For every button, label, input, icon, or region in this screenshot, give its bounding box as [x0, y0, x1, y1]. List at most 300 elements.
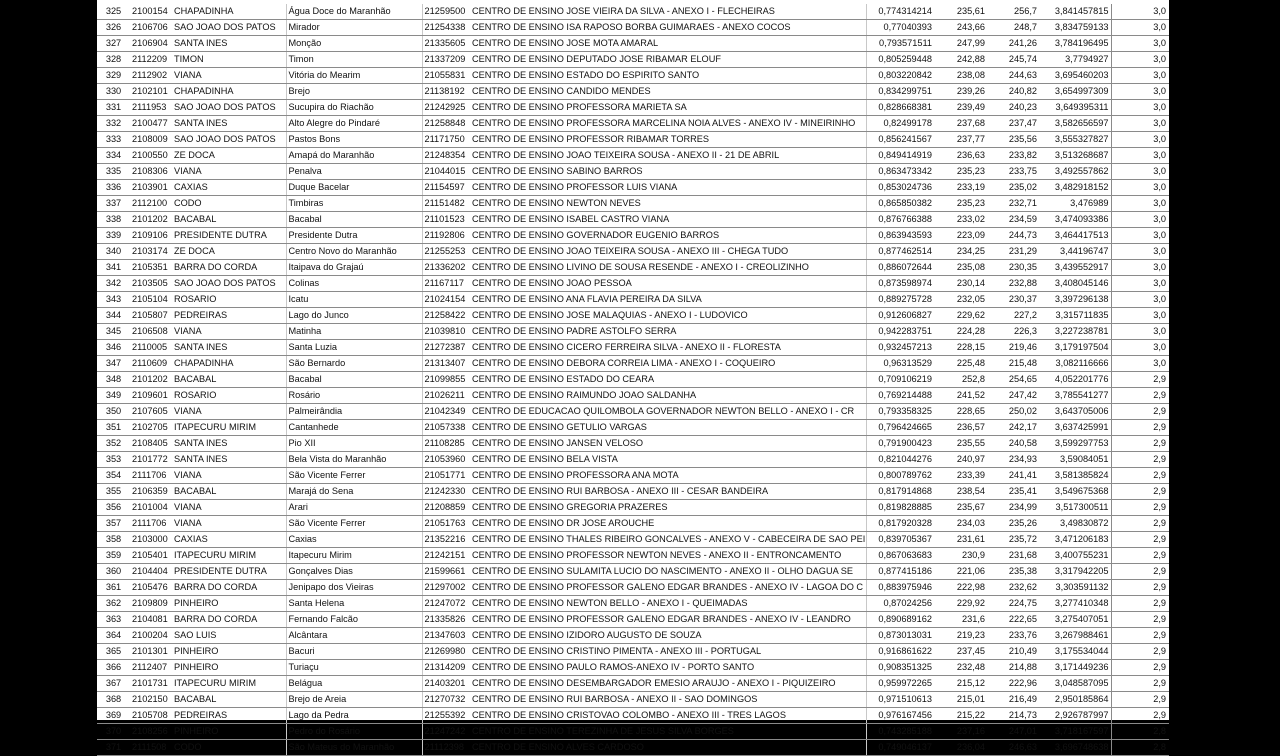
municipality-cell: Rosário [286, 388, 422, 404]
table-row [97, 612, 1169, 628]
icg-value-cell: 0,839705367 [866, 532, 934, 548]
inep-code-cell: 21138192 [422, 84, 470, 100]
indicator-value-cell: 3,317942205 [1039, 564, 1111, 580]
ibge-code-cell: 2108009 [130, 132, 172, 148]
table-row [97, 676, 1169, 692]
municipality-cell: Bacabal [286, 372, 422, 388]
municipality-cell: Centro Novo do Maranhão [286, 244, 422, 260]
ibge-code-cell: 2105104 [130, 292, 172, 308]
row-number-cell: 342 [97, 276, 130, 292]
table-row [97, 4, 1169, 20]
lp-score-cell: 242,88 [934, 52, 987, 68]
grade-value-cell: 3,0 [1111, 228, 1169, 244]
school-name-cell: CENTRO DE ENSINO PROFESSOR LUIS VIANA [470, 180, 866, 196]
ibge-code-cell: 2101004 [130, 500, 172, 516]
regional-cell: SANTA INES [172, 36, 286, 52]
mt-score-cell: 232,88 [987, 276, 1039, 292]
mt-score-cell: 227,2 [987, 308, 1039, 324]
regional-cell: SAO JOAO DOS PATOS [172, 276, 286, 292]
municipality-cell: Belágua [286, 676, 422, 692]
ibge-code-cell: 2100204 [130, 628, 172, 644]
lp-score-cell: 215,12 [934, 676, 987, 692]
grade-value-cell: 3,0 [1111, 308, 1169, 324]
table-row [97, 644, 1169, 660]
grade-value-cell: 3,0 [1111, 20, 1169, 36]
ibge-code-cell: 2111953 [130, 100, 172, 116]
table-row [97, 436, 1169, 452]
row-number-cell: 371 [97, 740, 130, 756]
icg-value-cell: 0,743285188 [866, 724, 934, 740]
ibge-code-cell: 2102101 [130, 84, 172, 100]
grade-value-cell: 2,9 [1111, 548, 1169, 564]
indicator-value-cell: 3,397296138 [1039, 292, 1111, 308]
inep-code-cell: 21403201 [422, 676, 470, 692]
school-name-cell: CENTRO DE ENSINO RUI BARBOSA - ANEXO III - CESAR BANDEIRA [470, 484, 866, 500]
regional-cell: BACABAL [172, 484, 286, 500]
ibge-code-cell: 2101202 [130, 212, 172, 228]
row-number-cell: 329 [97, 68, 130, 84]
regional-cell: CAXIAS [172, 532, 286, 548]
municipality-cell: Colinas [286, 276, 422, 292]
municipality-cell: Turiaçu [286, 660, 422, 676]
icg-value-cell: 0,819828885 [866, 500, 934, 516]
school-name-cell: CENTRO DE ENSINO PROFESSORA ANA MOTA [470, 468, 866, 484]
inep-code-cell: 21255392 [422, 708, 470, 724]
grade-value-cell: 2,9 [1111, 692, 1169, 708]
ibge-code-cell: 2102150 [130, 692, 172, 708]
regional-cell: CAXIAS [172, 180, 286, 196]
indicator-value-cell: 3,408045146 [1039, 276, 1111, 292]
lp-score-cell: 243,66 [934, 20, 987, 36]
lp-score-cell: 233,19 [934, 180, 987, 196]
grade-value-cell: 3,0 [1111, 84, 1169, 100]
mt-score-cell: 230,35 [987, 260, 1039, 276]
indicator-value-cell: 3,49830872 [1039, 516, 1111, 532]
indicator-value-cell: 2,950185864 [1039, 692, 1111, 708]
mt-score-cell: 242,17 [987, 420, 1039, 436]
icg-value-cell: 0,817914868 [866, 484, 934, 500]
grade-value-cell: 3,0 [1111, 244, 1169, 260]
row-number-cell: 327 [97, 36, 130, 52]
municipality-cell: São Bernardo [286, 356, 422, 372]
ibge-code-cell: 2107605 [130, 404, 172, 420]
mt-score-cell: 231,68 [987, 548, 1039, 564]
ibge-code-cell: 2106359 [130, 484, 172, 500]
inep-code-cell: 21247242 [422, 724, 470, 740]
table-row [97, 228, 1169, 244]
indicator-value-cell: 3,834759133 [1039, 20, 1111, 36]
school-name-cell: CENTRO DE ENSINO GREGORIA PRAZERES [470, 500, 866, 516]
inep-code-cell: 21258848 [422, 116, 470, 132]
regional-cell: SANTA INES [172, 116, 286, 132]
regional-cell: ZE DOCA [172, 244, 286, 260]
table-row [97, 692, 1169, 708]
icg-value-cell: 0,793358325 [866, 404, 934, 420]
table-body [97, 4, 1169, 756]
school-name-cell: CENTRO DE ENSINO NEWTON BELLO - ANEXO I - QUEIMADAS [470, 596, 866, 612]
table-row [97, 660, 1169, 676]
mt-score-cell: 231,29 [987, 244, 1039, 260]
grade-value-cell: 2,9 [1111, 484, 1169, 500]
row-number-cell: 352 [97, 436, 130, 452]
municipality-cell: Sucupira do Riachão [286, 100, 422, 116]
municipality-cell: Brejo de Areia [286, 692, 422, 708]
indicator-value-cell: 3,654997309 [1039, 84, 1111, 100]
icg-value-cell: 0,817920328 [866, 516, 934, 532]
row-number-cell: 351 [97, 420, 130, 436]
municipality-cell: Timon [286, 52, 422, 68]
mt-score-cell: 235,56 [987, 132, 1039, 148]
school-name-cell: CENTRO DE ENSINO ESTADO DO ESPIRITO SANTO [470, 68, 866, 84]
table-row [97, 516, 1169, 532]
icg-value-cell: 0,853024736 [866, 180, 934, 196]
inep-code-cell: 21039810 [422, 324, 470, 340]
municipality-cell: Palmeirândia [286, 404, 422, 420]
lp-score-cell: 247,99 [934, 36, 987, 52]
mt-score-cell: 244,73 [987, 228, 1039, 244]
lp-score-cell: 236,04 [934, 740, 987, 756]
ibge-code-cell: 2106508 [130, 324, 172, 340]
grade-value-cell: 2,9 [1111, 420, 1169, 436]
row-number-cell: 353 [97, 452, 130, 468]
row-number-cell: 330 [97, 84, 130, 100]
regional-cell: ITAPECURU MIRIM [172, 548, 286, 564]
municipality-cell: Pedro do Rosário [286, 724, 422, 740]
lp-score-cell: 228,65 [934, 404, 987, 420]
indicator-value-cell: 4,052201776 [1039, 372, 1111, 388]
icg-value-cell: 0,87024256 [866, 596, 934, 612]
municipality-cell: Matinha [286, 324, 422, 340]
icg-value-cell: 0,908351325 [866, 660, 934, 676]
inep-code-cell: 21042349 [422, 404, 470, 420]
ibge-code-cell: 2110005 [130, 340, 172, 356]
inep-code-cell: 21044015 [422, 164, 470, 180]
school-name-cell: CENTRO DE ENSINO RUI BARBOSA - ANEXO II - SAO DOMINGOS [470, 692, 866, 708]
grade-value-cell: 3,0 [1111, 52, 1169, 68]
grade-value-cell: 2,8 [1111, 740, 1169, 756]
regional-cell: ROSARIO [172, 292, 286, 308]
school-name-cell: CENTRO DE ENSINO NEWTON NEVES [470, 196, 866, 212]
indicator-value-cell: 3,7794927 [1039, 52, 1111, 68]
icg-value-cell: 0,774314214 [866, 4, 934, 20]
municipality-cell: Marajá do Sena [286, 484, 422, 500]
mt-score-cell: 248,7 [987, 20, 1039, 36]
ibge-code-cell: 2101731 [130, 676, 172, 692]
lp-score-cell: 237,68 [934, 116, 987, 132]
indicator-value-cell: 3,44196747 [1039, 244, 1111, 260]
row-number-cell: 356 [97, 500, 130, 516]
grade-value-cell: 2,8 [1111, 724, 1169, 740]
lp-score-cell: 235,08 [934, 260, 987, 276]
table-row [97, 452, 1169, 468]
indicator-value-cell: 3,59084051 [1039, 452, 1111, 468]
lp-score-cell: 236,57 [934, 420, 987, 436]
row-number-cell: 339 [97, 228, 130, 244]
row-number-cell: 343 [97, 292, 130, 308]
table-row [97, 324, 1169, 340]
grade-value-cell: 2,9 [1111, 708, 1169, 724]
row-number-cell: 357 [97, 516, 130, 532]
municipality-cell: São Vicente Ferrer [286, 516, 422, 532]
row-number-cell: 355 [97, 484, 130, 500]
inep-code-cell: 21242151 [422, 548, 470, 564]
row-number-cell: 367 [97, 676, 130, 692]
indicator-value-cell: 3,696748638 [1039, 740, 1111, 756]
row-number-cell: 366 [97, 660, 130, 676]
school-name-cell: CENTRO DE ENSINO PROFESSOR GALENO EDGAR BRANDES - ANEXO IV - LEANDRO [470, 612, 866, 628]
icg-value-cell: 0,709106219 [866, 372, 934, 388]
lp-score-cell: 219,23 [934, 628, 987, 644]
grade-value-cell: 2,9 [1111, 612, 1169, 628]
icg-value-cell: 0,96313529 [866, 356, 934, 372]
indicator-value-cell: 2,926787997 [1039, 708, 1111, 724]
school-name-cell: CENTRO DE ENSINO CRISTINO PIMENTA - ANEXO III - PORTUGAL [470, 644, 866, 660]
indicator-value-cell: 3,785541277 [1039, 388, 1111, 404]
ibge-code-cell: 2103174 [130, 244, 172, 260]
row-number-cell: 346 [97, 340, 130, 356]
icg-value-cell: 0,916861622 [866, 644, 934, 660]
table-row [97, 212, 1169, 228]
inep-code-cell: 21099855 [422, 372, 470, 388]
lp-score-cell: 236,63 [934, 148, 987, 164]
grade-value-cell: 3,0 [1111, 132, 1169, 148]
regional-cell: SAO JOAO DOS PATOS [172, 20, 286, 36]
municipality-cell: Gonçalves Dias [286, 564, 422, 580]
row-number-cell: 360 [97, 564, 130, 580]
row-number-cell: 341 [97, 260, 130, 276]
lp-score-cell: 229,62 [934, 308, 987, 324]
school-name-cell: CENTRO DE ENSINO CICERO FERREIRA SILVA - ANEXO II - FLORESTA [470, 340, 866, 356]
table-row [97, 68, 1169, 84]
ibge-code-cell: 2102705 [130, 420, 172, 436]
indicator-value-cell: 3,549675368 [1039, 484, 1111, 500]
lp-score-cell: 238,54 [934, 484, 987, 500]
ibge-code-cell: 2112209 [130, 52, 172, 68]
lp-score-cell: 232,05 [934, 292, 987, 308]
regional-cell: SAO JOAO DOS PATOS [172, 100, 286, 116]
grade-value-cell: 3,0 [1111, 68, 1169, 84]
ibge-code-cell: 2109601 [130, 388, 172, 404]
mt-score-cell: 214,73 [987, 708, 1039, 724]
indicator-value-cell: 3,464417513 [1039, 228, 1111, 244]
inep-code-cell: 21053960 [422, 452, 470, 468]
regional-cell: CHAPADINHA [172, 84, 286, 100]
table-row [97, 164, 1169, 180]
school-name-cell: CENTRO DE ENSINO DEPUTADO JOSE RIBAMAR ELOUF [470, 52, 866, 68]
municipality-cell: Cantanhede [286, 420, 422, 436]
indicator-value-cell: 3,582656597 [1039, 116, 1111, 132]
icg-value-cell: 0,803220842 [866, 68, 934, 84]
indicator-value-cell: 3,476989 [1039, 196, 1111, 212]
mt-score-cell: 235,02 [987, 180, 1039, 196]
icg-value-cell: 0,976167456 [866, 708, 934, 724]
grade-value-cell: 2,9 [1111, 580, 1169, 596]
municipality-cell: Lago do Junco [286, 308, 422, 324]
icg-value-cell: 0,863473342 [866, 164, 934, 180]
grade-value-cell: 2,9 [1111, 644, 1169, 660]
lp-score-cell: 222,98 [934, 580, 987, 596]
municipality-cell: Vitória do Mearim [286, 68, 422, 84]
inep-code-cell: 21335826 [422, 612, 470, 628]
ibge-code-cell: 2112902 [130, 68, 172, 84]
regional-cell: CHAPADINHA [172, 4, 286, 20]
school-name-cell: CENTRO DE EDUCACAO QUILOMBOLA GOVERNADOR NEWTON BELLO - ANEXO I - CR [470, 404, 866, 420]
municipality-cell: Caxias [286, 532, 422, 548]
inep-code-cell: 21335605 [422, 36, 470, 52]
inep-code-cell: 21347603 [422, 628, 470, 644]
school-name-cell: CENTRO DE ENSINO IZIDORO AUGUSTO DE SOUZA [470, 628, 866, 644]
lp-score-cell: 234,03 [934, 516, 987, 532]
icg-value-cell: 0,890689162 [866, 612, 934, 628]
regional-cell: BARRA DO CORDA [172, 260, 286, 276]
table-row [97, 276, 1169, 292]
school-name-cell: CENTRO DE ENSINO GOVERNADOR EUGENIO BARROS [470, 228, 866, 244]
regional-cell: BARRA DO CORDA [172, 612, 286, 628]
regional-cell: VIANA [172, 404, 286, 420]
lp-score-cell: 235,23 [934, 196, 987, 212]
ibge-code-cell: 2108405 [130, 436, 172, 452]
lp-score-cell: 231,6 [934, 612, 987, 628]
lp-score-cell: 229,92 [934, 596, 987, 612]
mt-score-cell: 219,46 [987, 340, 1039, 356]
row-number-cell: 368 [97, 692, 130, 708]
mt-score-cell: 246,63 [987, 740, 1039, 756]
row-number-cell: 331 [97, 100, 130, 116]
icg-value-cell: 0,912606827 [866, 308, 934, 324]
row-number-cell: 336 [97, 180, 130, 196]
table-row [97, 36, 1169, 52]
regional-cell: ROSARIO [172, 388, 286, 404]
icg-value-cell: 0,863943593 [866, 228, 934, 244]
icg-value-cell: 0,82499178 [866, 116, 934, 132]
table-row [97, 84, 1169, 100]
ibge-code-cell: 2103505 [130, 276, 172, 292]
municipality-cell: Arari [286, 500, 422, 516]
municipality-cell: Icatu [286, 292, 422, 308]
inep-code-cell: 21297002 [422, 580, 470, 596]
row-number-cell: 345 [97, 324, 130, 340]
ibge-code-cell: 2105807 [130, 308, 172, 324]
ibge-code-cell: 2103901 [130, 180, 172, 196]
icg-value-cell: 0,856241567 [866, 132, 934, 148]
icg-value-cell: 0,886072644 [866, 260, 934, 276]
school-name-cell: CENTRO DE ENSINO PROFESSOR RIBAMAR TORRES [470, 132, 866, 148]
table-row [97, 404, 1169, 420]
icg-value-cell: 0,821044276 [866, 452, 934, 468]
indicator-value-cell: 3,718167597 [1039, 724, 1111, 740]
municipality-cell: Fernando Falcão [286, 612, 422, 628]
grade-value-cell: 2,9 [1111, 436, 1169, 452]
ibge-code-cell: 2104081 [130, 612, 172, 628]
grade-value-cell: 3,0 [1111, 276, 1169, 292]
table-row [97, 244, 1169, 260]
mt-score-cell: 215,48 [987, 356, 1039, 372]
row-number-cell: 363 [97, 612, 130, 628]
ibge-code-cell: 2106706 [130, 20, 172, 36]
lp-score-cell: 223,09 [934, 228, 987, 244]
school-name-cell: CENTRO DE ENSINO GETULIO VARGAS [470, 420, 866, 436]
grade-value-cell: 3,0 [1111, 36, 1169, 52]
icg-value-cell: 0,791900423 [866, 436, 934, 452]
ibge-code-cell: 2109809 [130, 596, 172, 612]
regional-cell: TIMON [172, 52, 286, 68]
mt-score-cell: 224,75 [987, 596, 1039, 612]
lp-score-cell: 221,06 [934, 564, 987, 580]
inep-code-cell: 21101523 [422, 212, 470, 228]
ibge-code-cell: 2104404 [130, 564, 172, 580]
icg-value-cell: 0,876766388 [866, 212, 934, 228]
inep-code-cell: 21352216 [422, 532, 470, 548]
regional-cell: VIANA [172, 516, 286, 532]
ibge-code-cell: 2111508 [130, 740, 172, 756]
lp-score-cell: 224,28 [934, 324, 987, 340]
icg-value-cell: 0,793571511 [866, 36, 934, 52]
mt-score-cell: 226,3 [987, 324, 1039, 340]
ibge-code-cell: 2110609 [130, 356, 172, 372]
lp-score-cell: 240,97 [934, 452, 987, 468]
regional-cell: SANTA INES [172, 340, 286, 356]
indicator-value-cell: 3,471206183 [1039, 532, 1111, 548]
regional-cell: SANTA INES [172, 452, 286, 468]
mt-score-cell: 230,37 [987, 292, 1039, 308]
inep-code-cell: 21051771 [422, 468, 470, 484]
municipality-cell: Lago da Pedra [286, 708, 422, 724]
table-row [97, 196, 1169, 212]
regional-cell: BACABAL [172, 212, 286, 228]
school-name-cell: CENTRO DE ENSINO DESEMBARGADOR EMESIO ARAUJO - ANEXO I - PIQUIZEIRO [470, 676, 866, 692]
inep-code-cell: 21242925 [422, 100, 470, 116]
regional-cell: CODO [172, 196, 286, 212]
school-name-cell: CENTRO DE ENSINO SABINO BARROS [470, 164, 866, 180]
row-number-cell: 354 [97, 468, 130, 484]
mt-score-cell: 233,82 [987, 148, 1039, 164]
indicator-value-cell: 3,275407051 [1039, 612, 1111, 628]
ibge-code-cell: 2108306 [130, 164, 172, 180]
inep-code-cell: 21259500 [422, 4, 470, 20]
inep-code-cell: 21171750 [422, 132, 470, 148]
table-row [97, 116, 1169, 132]
table-row [97, 532, 1169, 548]
school-name-cell: CENTRO DE ENSINO JOSE MOTA AMARAL [470, 36, 866, 52]
mt-score-cell: 233,76 [987, 628, 1039, 644]
icg-value-cell: 0,873598974 [866, 276, 934, 292]
inep-code-cell: 21255253 [422, 244, 470, 260]
indicator-value-cell: 3,599297753 [1039, 436, 1111, 452]
table-row [97, 388, 1169, 404]
inep-code-cell: 21112398 [422, 740, 470, 756]
mt-score-cell: 235,26 [987, 516, 1039, 532]
municipality-cell: Bacabal [286, 212, 422, 228]
indicator-value-cell: 3,179197504 [1039, 340, 1111, 356]
table-row [97, 20, 1169, 36]
regional-cell: ZE DOCA [172, 148, 286, 164]
row-number-cell: 348 [97, 372, 130, 388]
municipality-cell: Penalva [286, 164, 422, 180]
inep-code-cell: 21313407 [422, 356, 470, 372]
inep-code-cell: 21248354 [422, 148, 470, 164]
lp-score-cell: 231,61 [934, 532, 987, 548]
regional-cell: PEDREIRAS [172, 708, 286, 724]
row-number-cell: 365 [97, 644, 130, 660]
row-number-cell: 347 [97, 356, 130, 372]
municipality-cell: Itapecuru Mirim [286, 548, 422, 564]
mt-score-cell: 241,26 [987, 36, 1039, 52]
mt-score-cell: 245,74 [987, 52, 1039, 68]
indicator-value-cell: 3,649395311 [1039, 100, 1111, 116]
municipality-cell: Bacuri [286, 644, 422, 660]
indicator-value-cell: 3,513268687 [1039, 148, 1111, 164]
municipality-cell: Itaipava do Grajaú [286, 260, 422, 276]
